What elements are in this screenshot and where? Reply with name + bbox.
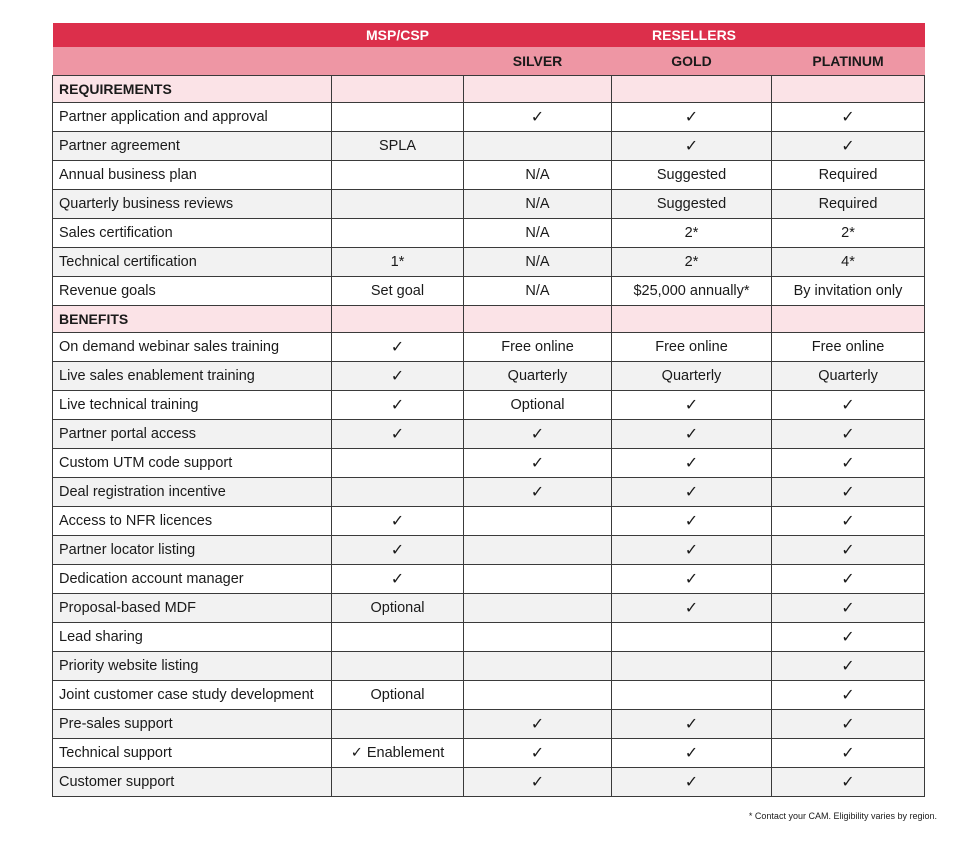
- table-row: [53, 277, 925, 306]
- cell-value: 4*: [841, 254, 855, 270]
- row-label: Partner agreement: [53, 132, 332, 161]
- cell-value: Suggested: [656, 196, 727, 212]
- cell-silver: [464, 739, 612, 768]
- cell-msp: [332, 623, 464, 652]
- check-icon: ✓: [841, 452, 855, 472]
- table-row: [53, 449, 925, 478]
- table-row: [53, 333, 925, 362]
- cell-msp: [332, 277, 464, 306]
- row-label: Customer support: [53, 768, 332, 797]
- section-empty-cell: [464, 76, 612, 103]
- cell-value: N/A: [525, 283, 550, 299]
- row-label: Proposal-based MDF: [53, 594, 332, 623]
- cell-platinum: [772, 565, 925, 594]
- cell-value: 1*: [390, 254, 405, 270]
- cell-gold: [612, 710, 772, 739]
- cell-platinum: [772, 333, 925, 362]
- table-row: [53, 710, 925, 739]
- cell-gold: [612, 739, 772, 768]
- section-row-requirements: [53, 76, 925, 103]
- section-row-benefits: [53, 306, 925, 333]
- check-icon: ✓: [390, 539, 405, 559]
- cell-value: 2*: [684, 225, 699, 241]
- section-empty-cell: [464, 306, 612, 333]
- check-icon: ✓: [530, 423, 545, 443]
- cell-silver: [464, 190, 612, 219]
- cell-silver: [464, 362, 612, 391]
- table-row: [53, 362, 925, 391]
- table-row: [53, 507, 925, 536]
- check-icon: ✓: [390, 510, 405, 530]
- header-resellers: RESELLERS: [464, 23, 925, 47]
- section-empty-cell: [772, 76, 925, 103]
- cell-silver: [464, 710, 612, 739]
- cell-msp: [332, 449, 464, 478]
- check-icon: ✓: [841, 423, 855, 443]
- section-empty-cell: [332, 306, 464, 333]
- check-icon: ✓: [684, 510, 699, 530]
- check-icon: ✓: [841, 742, 855, 762]
- header-gold: GOLD: [612, 47, 772, 76]
- cell-gold: [612, 565, 772, 594]
- section-heading: BENEFITS: [53, 306, 332, 333]
- cell-msp: [332, 681, 464, 710]
- check-icon: ✓: [841, 481, 855, 501]
- cell-msp: [332, 132, 464, 161]
- row-label: Live technical training: [53, 391, 332, 420]
- check-icon: ✓: [684, 481, 699, 501]
- cell-silver: [464, 420, 612, 449]
- check-icon: ✓: [684, 597, 699, 617]
- cell-platinum: [772, 420, 925, 449]
- check-icon: ✓: [841, 106, 855, 126]
- row-label: Partner locator listing: [53, 536, 332, 565]
- header-blank-cell: [53, 47, 332, 76]
- cell-platinum: [772, 248, 925, 277]
- check-icon: ✓: [841, 597, 855, 617]
- cell-msp: [332, 420, 464, 449]
- check-icon: ✓: [841, 510, 855, 530]
- cell-value: N/A: [525, 196, 550, 212]
- table-row: [53, 391, 925, 420]
- cell-value: 2*: [684, 254, 699, 270]
- cell-value: Optional: [370, 600, 425, 616]
- table-row: [53, 652, 925, 681]
- header-blank-cell: [332, 47, 464, 76]
- cell-gold: [612, 623, 772, 652]
- cell-gold: [612, 507, 772, 536]
- check-icon: ✓: [390, 568, 405, 588]
- cell-gold: [612, 277, 772, 306]
- cell-platinum: [772, 103, 925, 132]
- cell-silver: [464, 594, 612, 623]
- cell-value: Optional: [510, 397, 565, 413]
- section-empty-cell: [772, 306, 925, 333]
- table-row: [53, 739, 925, 768]
- cell-silver: [464, 277, 612, 306]
- cell-msp: [332, 478, 464, 507]
- cell-gold: [612, 449, 772, 478]
- row-label: Technical certification: [53, 248, 332, 277]
- cell-platinum: [772, 623, 925, 652]
- check-icon: ✓: [530, 106, 545, 126]
- cell-gold: [612, 161, 772, 190]
- cell-msp: [332, 768, 464, 797]
- cell-msp: [332, 161, 464, 190]
- cell-platinum: [772, 277, 925, 306]
- footnote: * Contact your CAM. Eligibility varies by region.: [748, 811, 937, 821]
- cell-gold: [612, 768, 772, 797]
- row-label: Priority website listing: [53, 652, 332, 681]
- table-row: [53, 161, 925, 190]
- row-label: Joint customer case study development: [53, 681, 332, 710]
- check-icon: ✓: [390, 365, 405, 385]
- cell-value: Free online: [501, 339, 574, 355]
- check-icon: ✓: [684, 568, 699, 588]
- row-label: Pre-sales support: [53, 710, 332, 739]
- cell-gold: [612, 333, 772, 362]
- cell-platinum: [772, 478, 925, 507]
- table-row: [53, 536, 925, 565]
- row-label: Revenue goals: [53, 277, 332, 306]
- check-icon: ✓: [684, 106, 699, 126]
- check-icon: ✓: [841, 539, 855, 559]
- cell-gold: [612, 248, 772, 277]
- row-label: Custom UTM code support: [53, 449, 332, 478]
- cell-silver: [464, 391, 612, 420]
- row-label: Quarterly business reviews: [53, 190, 332, 219]
- cell-platinum: [772, 768, 925, 797]
- check-icon: ✓: [530, 452, 545, 472]
- cell-msp: [332, 190, 464, 219]
- check-icon: ✓: [841, 626, 855, 646]
- row-label: Partner application and approval: [53, 103, 332, 132]
- check-icon: ✓: [684, 539, 699, 559]
- cell-gold: [612, 681, 772, 710]
- table-row: [53, 565, 925, 594]
- cell-value: Suggested: [656, 167, 727, 183]
- cell-msp: [332, 219, 464, 248]
- check-icon: ✓: [841, 771, 855, 791]
- cell-value: ✓ Enablement: [350, 745, 445, 761]
- check-icon: ✓: [530, 771, 545, 791]
- cell-gold: [612, 362, 772, 391]
- check-icon: ✓: [841, 135, 855, 155]
- row-label: Deal registration incentive: [53, 478, 332, 507]
- cell-gold: [612, 132, 772, 161]
- cell-value: Required: [818, 167, 878, 183]
- cell-silver: [464, 768, 612, 797]
- cell-gold: [612, 103, 772, 132]
- cell-gold: [612, 652, 772, 681]
- table-row: [53, 768, 925, 797]
- cell-msp: [332, 652, 464, 681]
- cell-silver: [464, 103, 612, 132]
- cell-msp: [332, 103, 464, 132]
- cell-platinum: [772, 652, 925, 681]
- cell-value: Required: [818, 196, 878, 212]
- cell-platinum: [772, 681, 925, 710]
- cell-silver: [464, 652, 612, 681]
- check-icon: ✓: [530, 481, 545, 501]
- cell-gold: [612, 420, 772, 449]
- cell-silver: [464, 536, 612, 565]
- check-icon: ✓: [684, 742, 699, 762]
- check-icon: ✓: [841, 655, 855, 675]
- cell-silver: [464, 219, 612, 248]
- header-msp-csp: MSP/CSP: [332, 23, 464, 47]
- table-row: [53, 219, 925, 248]
- cell-value: Free online: [655, 339, 728, 355]
- cell-gold: [612, 391, 772, 420]
- row-label: Sales certification: [53, 219, 332, 248]
- cell-msp: [332, 710, 464, 739]
- check-icon: ✓: [684, 771, 699, 791]
- check-icon: ✓: [841, 394, 855, 414]
- cell-platinum: [772, 161, 925, 190]
- row-label: Dedication account manager: [53, 565, 332, 594]
- table-row: [53, 420, 925, 449]
- cell-value: Quarterly: [661, 368, 722, 384]
- cell-silver: [464, 565, 612, 594]
- cell-msp: [332, 248, 464, 277]
- check-icon: ✓: [841, 684, 855, 704]
- check-icon: ✓: [530, 713, 545, 733]
- check-icon: ✓: [390, 394, 405, 414]
- header-row-tiers: [53, 47, 925, 76]
- cell-msp: [332, 536, 464, 565]
- cell-silver: [464, 478, 612, 507]
- cell-silver: [464, 449, 612, 478]
- header-platinum: PLATINUM: [772, 47, 925, 76]
- check-icon: ✓: [841, 568, 855, 588]
- table-row: [53, 681, 925, 710]
- check-icon: ✓: [684, 713, 699, 733]
- section-empty-cell: [612, 76, 772, 103]
- cell-msp: [332, 739, 464, 768]
- cell-value: $25,000 annually*: [633, 283, 750, 299]
- cell-platinum: [772, 507, 925, 536]
- table-row: [53, 132, 925, 161]
- cell-platinum: [772, 449, 925, 478]
- cell-value: 2*: [841, 225, 855, 241]
- cell-silver: [464, 681, 612, 710]
- cell-silver: [464, 333, 612, 362]
- section-empty-cell: [612, 306, 772, 333]
- section-empty-cell: [332, 76, 464, 103]
- cell-msp: [332, 391, 464, 420]
- check-icon: ✓: [390, 423, 405, 443]
- cell-msp: [332, 507, 464, 536]
- cell-silver: [464, 248, 612, 277]
- check-icon: ✓: [390, 336, 405, 356]
- cell-silver: [464, 623, 612, 652]
- cell-gold: [612, 478, 772, 507]
- cell-value: N/A: [525, 254, 550, 270]
- cell-gold: [612, 219, 772, 248]
- row-label: Annual business plan: [53, 161, 332, 190]
- row-label: Partner portal access: [53, 420, 332, 449]
- check-icon: ✓: [684, 394, 699, 414]
- check-icon: ✓: [684, 135, 699, 155]
- cell-platinum: [772, 594, 925, 623]
- cell-value: Free online: [811, 339, 885, 355]
- row-label: Technical support: [53, 739, 332, 768]
- cell-msp: [332, 565, 464, 594]
- cell-gold: [612, 190, 772, 219]
- table-row: [53, 594, 925, 623]
- cell-msp: [332, 362, 464, 391]
- cell-value: Quarterly: [818, 368, 878, 384]
- cell-msp: [332, 594, 464, 623]
- check-icon: ✓: [530, 742, 545, 762]
- table-row: [53, 190, 925, 219]
- cell-platinum: [772, 132, 925, 161]
- cell-platinum: [772, 362, 925, 391]
- cell-platinum: [772, 190, 925, 219]
- cell-silver: [464, 161, 612, 190]
- cell-platinum: [772, 710, 925, 739]
- cell-value: SPLA: [378, 138, 417, 154]
- cell-value: N/A: [525, 167, 550, 183]
- section-heading: REQUIREMENTS: [53, 76, 332, 103]
- cell-value: N/A: [525, 225, 550, 241]
- cell-platinum: [772, 219, 925, 248]
- table-row: [53, 248, 925, 277]
- table-row: [53, 623, 925, 652]
- check-icon: ✓: [841, 713, 855, 733]
- check-icon: ✓: [684, 423, 699, 443]
- cell-platinum: [772, 536, 925, 565]
- cell-gold: [612, 536, 772, 565]
- row-label: Lead sharing: [53, 623, 332, 652]
- cell-msp: [332, 333, 464, 362]
- cell-value: By invitation only: [793, 283, 903, 299]
- check-icon: ✓: [684, 452, 699, 472]
- cell-platinum: [772, 391, 925, 420]
- header-blank-cell: [53, 23, 332, 47]
- partner-program-table: [52, 23, 925, 797]
- cell-value: Optional: [370, 687, 425, 703]
- cell-value: Set goal: [370, 283, 425, 299]
- table-row: [53, 103, 925, 132]
- row-label: Live sales enablement training: [53, 362, 332, 391]
- cell-gold: [612, 594, 772, 623]
- row-label: Access to NFR licences: [53, 507, 332, 536]
- cell-value: Quarterly: [507, 368, 568, 384]
- header-silver: SILVER: [464, 47, 612, 76]
- table-row: [53, 478, 925, 507]
- row-label: On demand webinar sales training: [53, 333, 332, 362]
- cell-silver: [464, 507, 612, 536]
- header-row-groups: [53, 23, 925, 47]
- cell-platinum: [772, 739, 925, 768]
- cell-silver: [464, 132, 612, 161]
